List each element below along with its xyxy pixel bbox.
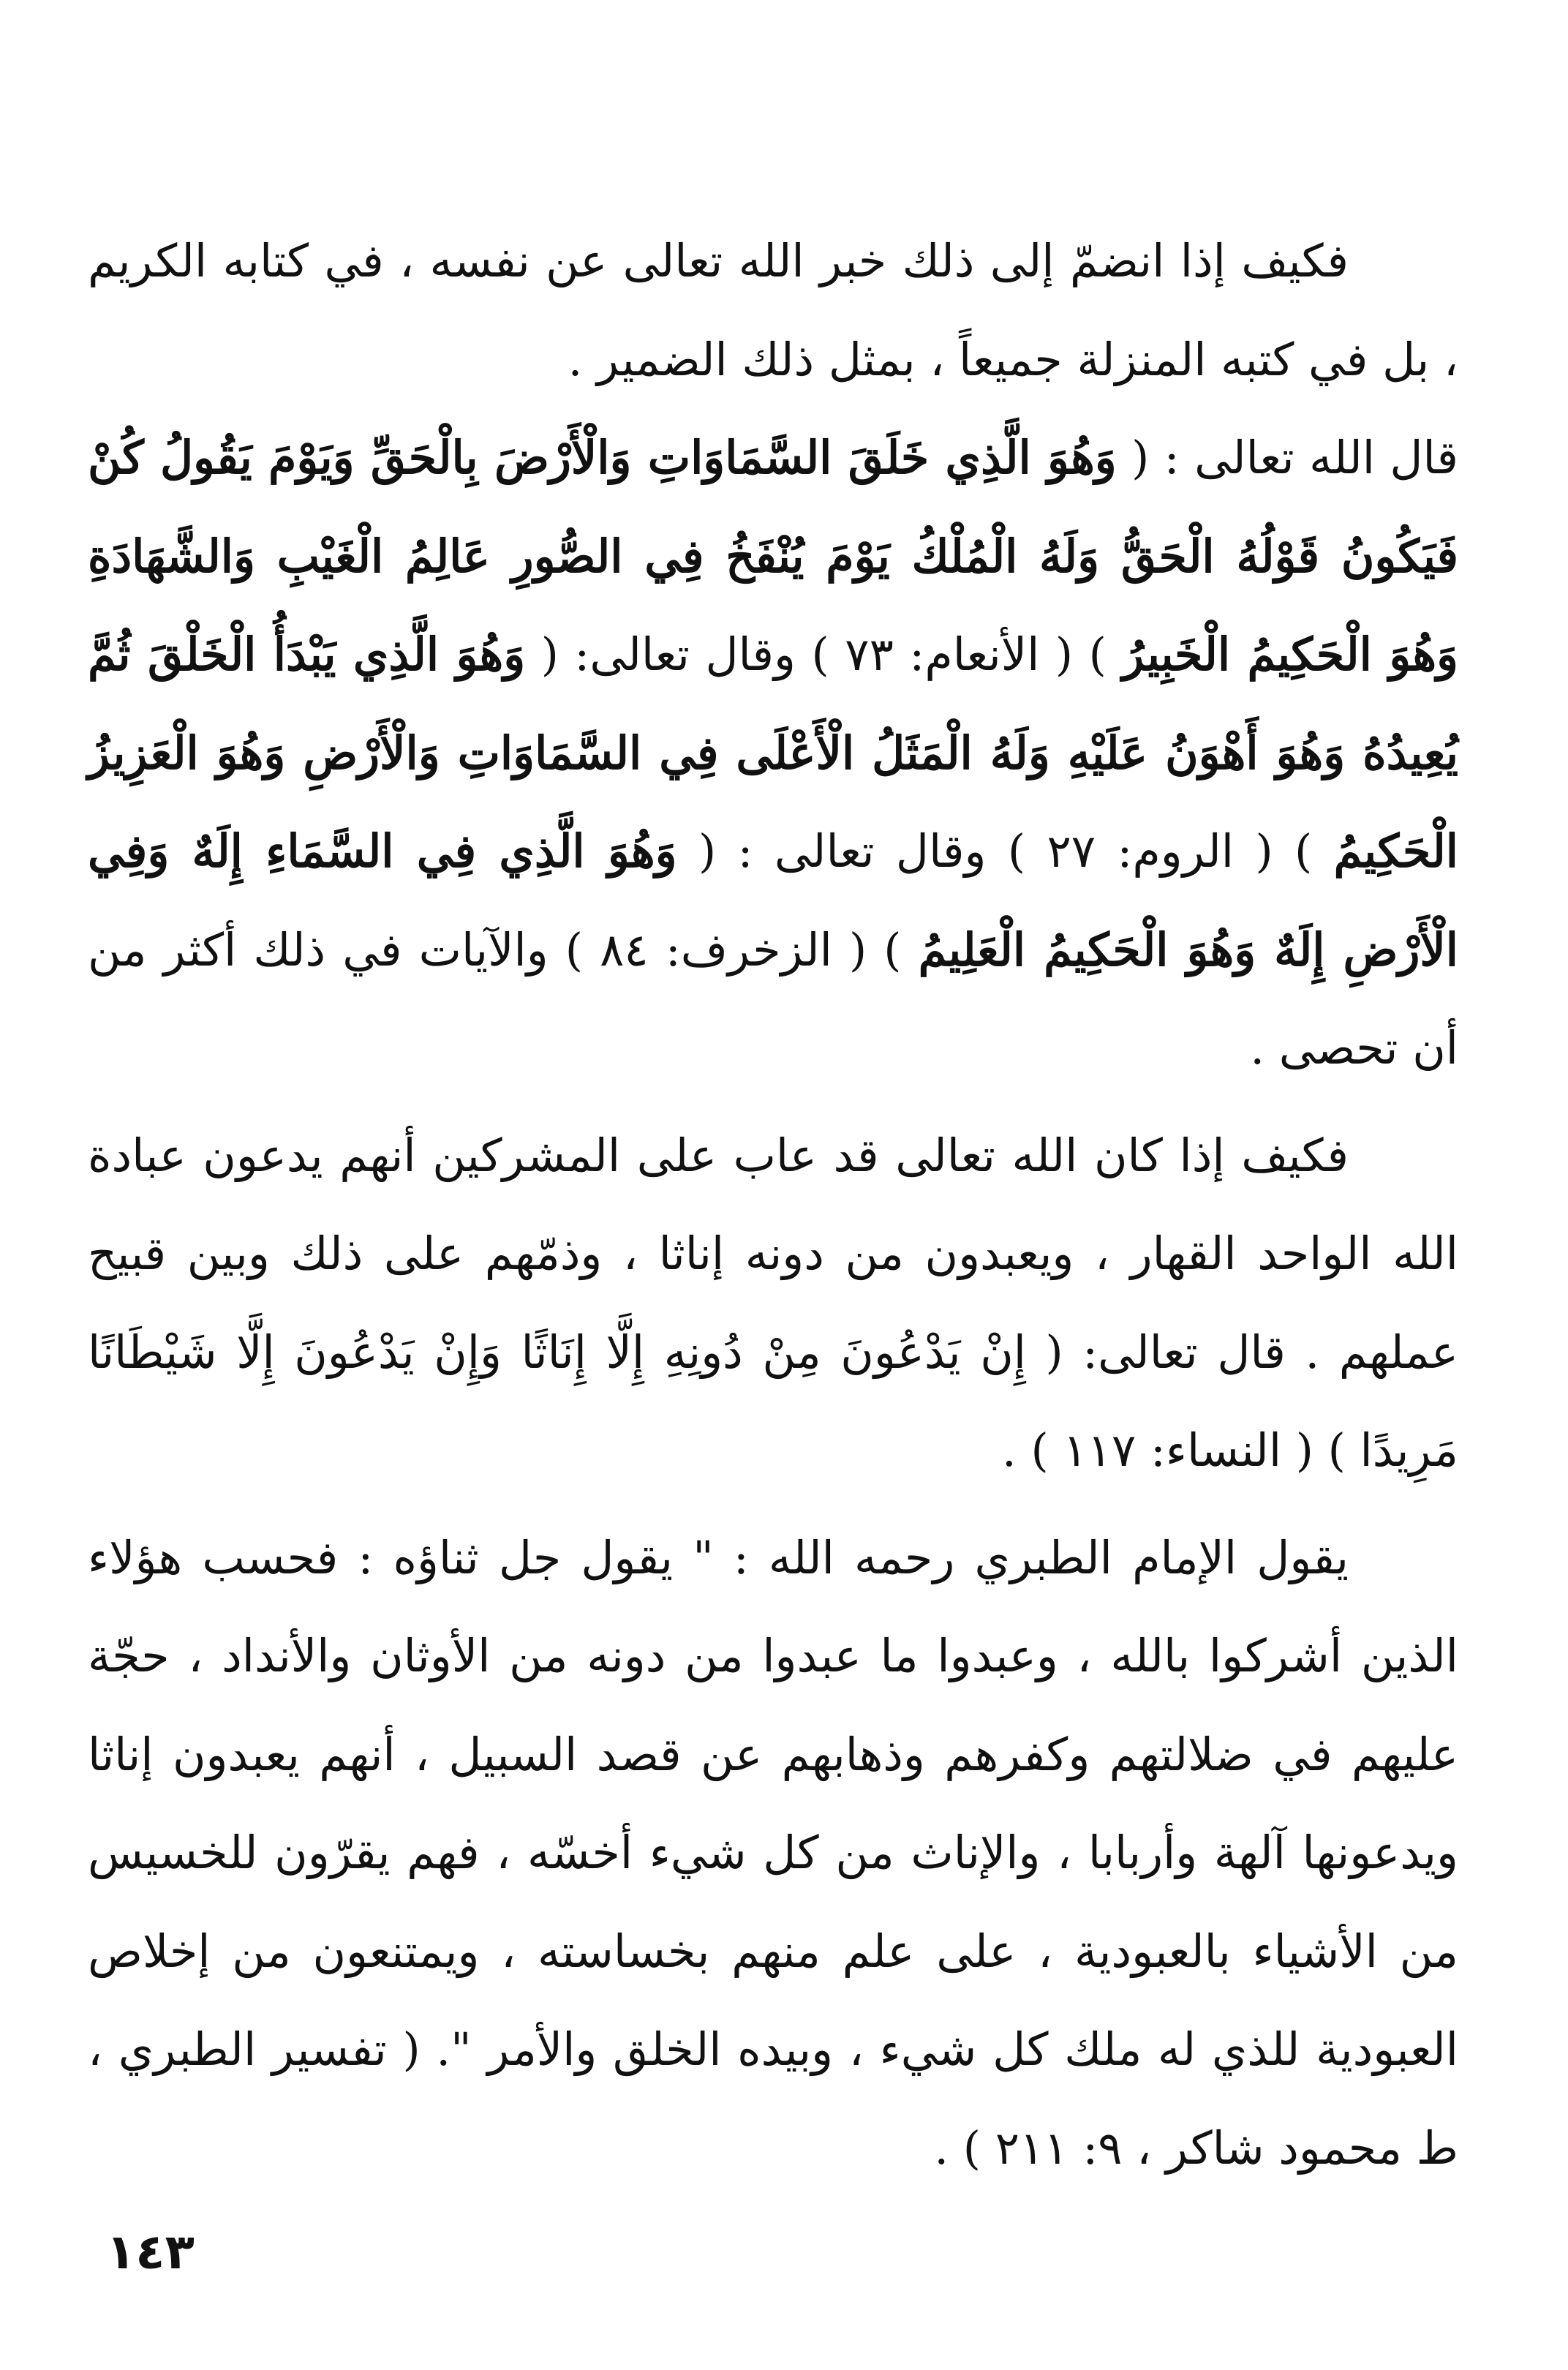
paragraph-4: [88, 1509, 1458, 2198]
paragraph-2: [88, 409, 1458, 1098]
body-text: [88, 212, 1458, 2197]
paragraph-3: [88, 1107, 1458, 1500]
citation-rum-27: ) ( الروم: ٢٧ ) وقال تعالى : (: [676, 824, 1334, 878]
quran-verse-rum-27: وَهُوَ الَّذِي يَبْدَأُ الْخَلْقَ ثُمَّ يُعِيدُهُ وَهُوَ أَهْوَنُ عَلَيْهِ وَلَهُ الْمَثَلُ الْأَعْلَى فِي السَّمَاوَاتِ وَالْأَرْضِ وَهُوَ الْعَزِيزُ الْحَكِيمُ: [88, 628, 1459, 878]
page-number: ١٤٣: [106, 2224, 195, 2280]
quran-verse-anam-73: وَهُوَ الَّذِي خَلَقَ السَّمَاوَاتِ وَالْأَرْضَ بِالْحَقِّ وَيَوْمَ يَقُولُ كُنْ فَيَكُونُ قَوْلُهُ الْحَقُّ وَلَهُ الْمُلْكُ يَوْمَ يُنْفَخُ فِي الصُّورِ عَالِمُ الْغَيْبِ وَالشَّهَادَةِ وَهُوَ الْحَكِيمُ الْخَبِيرُ: [88, 431, 1458, 681]
paragraph-4-text: يقول الإمام الطبري رحمه الله : " يقول جل ثناؤه : فحسب هؤلاء الذين أشركوا بالله ، وعبدوا ما عبدوا من دونه من الأوثان والأنداد ، حجّة عليهم في ضلالتهم وكفرهم وذهابهم عن قصد السبيل ، أنهم يعبدون إناثا ويدعونها آلهة وأربابا ، والإناث من كل شيء أخسّه ، فهم يقرّون للخسيس من الأشياء بالعبودية ، على علم منهم بخساسته ، ويمتنعون من إخلاص العبودية للذي له ملك كل شيء ، وبيده الخلق والأمر ". ( تفسير الطبري ، ط محمود شاكر ، ٩: ٢١١ ) .: [88, 1530, 1458, 2175]
paragraph-2-intro: قال الله تعالى : (: [1116, 431, 1458, 484]
paragraph-1: [88, 212, 1458, 409]
paragraph-3-text: فكيف إذا كان الله تعالى قد عاب على المشركين أنهم يدعون عبادة الله الواحد القهار ، ويعبدون من دونه إناثا ، وذمّهم على ذلك وبين قبيح عملهم . قال تعالى: ( إِنْ يَدْعُونَ مِنْ دُونِهِ إِلَّا إِنَاثًا وَإِنْ يَدْعُونَ إِلَّا شَيْطَانًا مَرِيدًا ) ( النساء: ١١٧ ) .: [88, 1128, 1458, 1477]
paragraph-1-text: فكيف إذا انضمّ إلى ذلك خبر الله تعالى عن نفسه ، في كتابه الكريم ، بل في كتبه المنزلة جميعاً ، بمثل ذلك الضمير .: [88, 234, 1458, 386]
citation-zukhruf-84: ) ( الزخرف: ٨٤ ) والآيات في ذلك أكثر من أن تحصى .: [88, 922, 1458, 1075]
quran-verse-zukhruf-84: وَهُوَ الَّذِي فِي السَّمَاءِ إِلَهٌ وَفِي الْأَرْضِ إِلَهٌ وَهُوَ الْحَكِيمُ الْعَلِيمُ: [88, 824, 1459, 977]
citation-anam-73: ) ( الأنعام: ٧٣ ) وقال تعالى: (: [525, 628, 1123, 681]
